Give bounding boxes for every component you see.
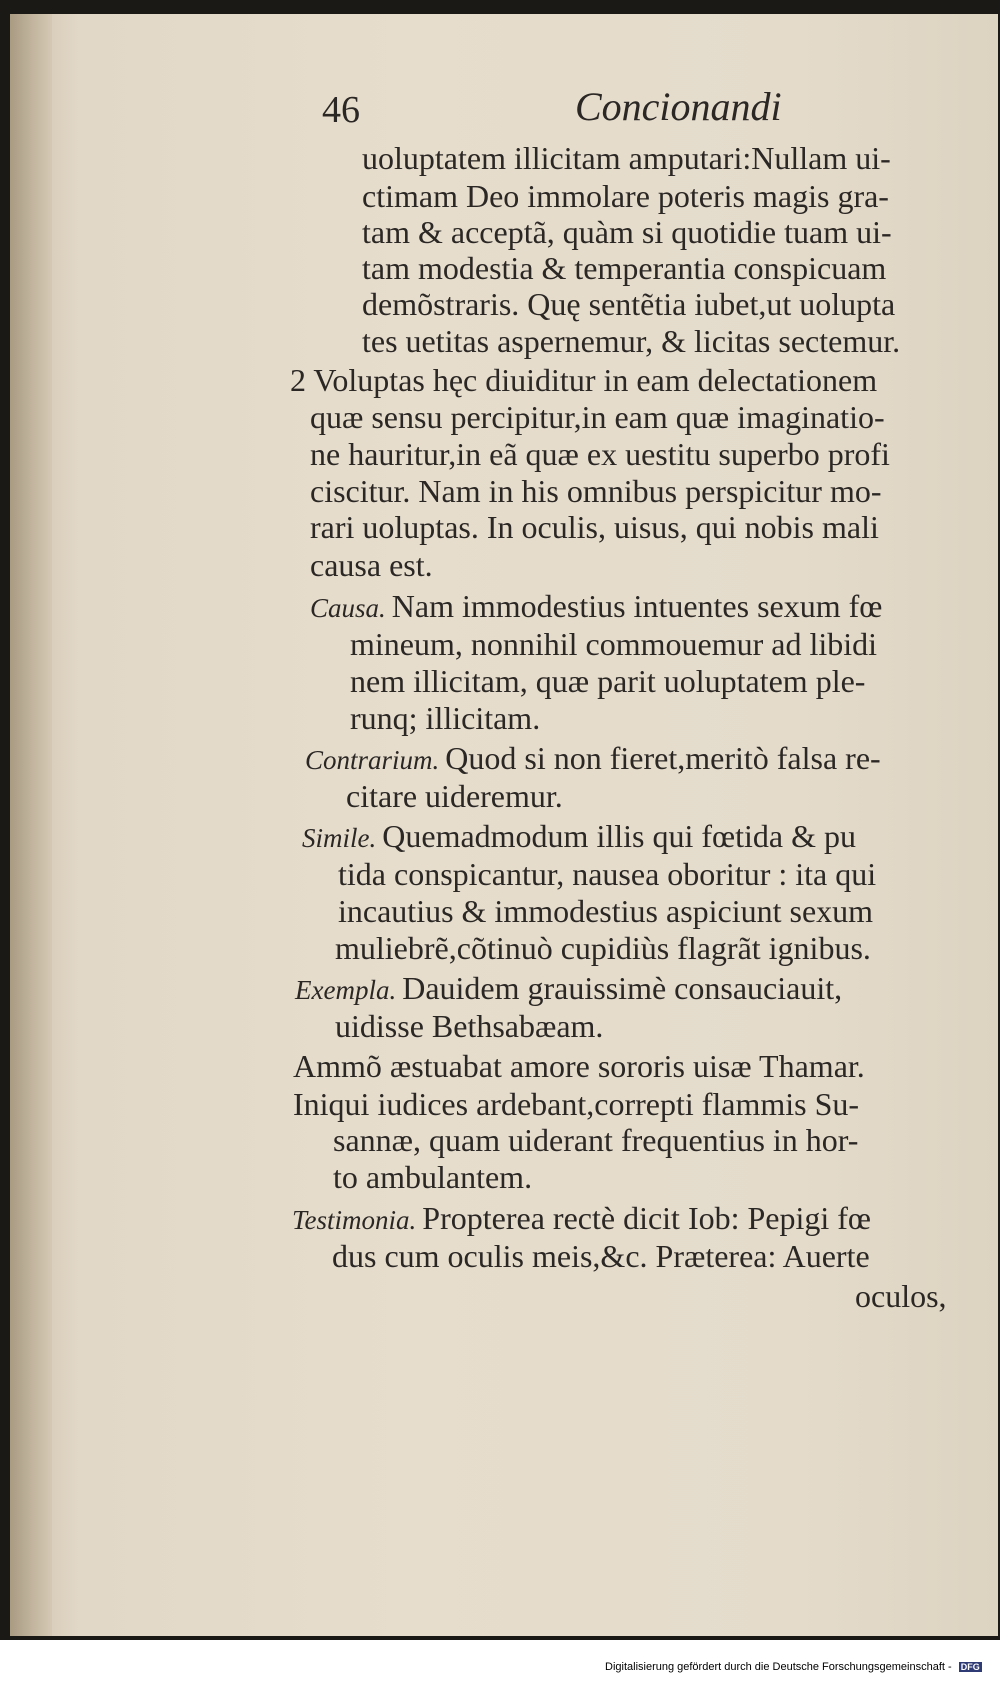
text-line [362,214,892,251]
text-line [310,547,433,584]
text-line [302,818,856,857]
text-line [333,1159,532,1196]
margin-label: Contrarium. [305,745,440,775]
text-line [293,1086,859,1123]
line-text: tes uetitas aspernemur, & licitas sectemur. [362,323,901,359]
text-line [362,286,895,323]
line-text: ctimam Deo immolare poteris magis gra- [362,178,889,214]
line-text: tida conspicantur, nausea oboritur : ita qui [338,856,877,892]
text-line [293,1048,865,1085]
line-text: tam modestia & temperantia conspicuam [362,250,887,286]
margin-label: Testimonia. [292,1205,417,1235]
line-text: Dauidem grauissimè consauciauit, [402,970,843,1006]
line-text: Quemadmodum illis qui fœtida & pu [382,818,856,854]
line-text: dus cum oculis meis,&c. Præterea: Auerte [332,1238,870,1274]
margin-label: Exempla. [295,975,397,1005]
line-text: Ammõ æstuabat amore sororis uisæ Thamar. [293,1048,865,1084]
footer-credit [605,1661,982,1673]
text-line [350,700,540,737]
line-text: uidisse Bethsabæam. [335,1008,604,1044]
line-text: incautius & immodestius aspiciunt sexum [338,893,874,929]
line-text: to ambulantem. [333,1159,533,1195]
line-text: Propterea rectè dicit Iob: Pepigi fœ [422,1200,872,1236]
line-text: Quod si non fieret,meritò falsa re- [445,740,881,776]
text-line [332,1238,870,1275]
text-line [338,856,876,893]
text-line [335,930,871,967]
text-line [295,970,842,1009]
text-line [310,399,885,436]
text-line [350,626,877,663]
line-text: Nam immodestius intuentes sexum fœ [391,588,883,624]
text-line [310,473,881,510]
footer-credit-text: Digitalisierung gefördert durch die Deutsche Forschungsgemeinschaft - [605,1661,952,1673]
text-line [362,250,886,287]
line-text: ciscitur. Nam in his omnibus perspicitur mo- [310,473,882,509]
line-text: demõstraris. Quę sentẽtia iubet,ut uolupta [362,286,896,322]
text-line [855,1278,947,1315]
text-line [350,663,865,700]
line-text: runq; illicitam. [350,700,541,736]
margin-label: Simile. [302,823,377,853]
line-text: nem illicitam, quæ parit uoluptatem ple- [350,663,866,699]
line-text: 2 Voluptas hęc diuiditur in eam delectationem [290,362,878,398]
line-text: mineum, nonnihil commouemur ad libidi [350,626,878,662]
line-text: muliebrẽ,cõtinuò cupidiùs flagrãt ignibus. [335,930,871,966]
line-text: ne hauritur,in eã quæ ex uestitu superbo profi [310,436,890,472]
line-text: rari uoluptas. In oculis, uisus, qui nobis mali [310,509,879,545]
text-line [292,1200,871,1239]
text-line [362,140,891,177]
text-line [338,893,873,930]
text-line [310,436,890,473]
line-text: Iniqui iudices ardebant,correpti flammis Su- [293,1086,860,1122]
page-gutter [10,14,52,1636]
text-line [335,1008,603,1045]
text-line [362,323,900,360]
line-text: uoluptatem illicitam amputari:Nullam ui- [362,140,891,176]
text-line [362,178,889,215]
line-text: citare uideremur. [346,778,563,814]
text-line [310,509,879,546]
dfg-logo: DFG [960,1662,980,1672]
running-title: Concionandi [575,84,782,129]
text-line [333,1122,858,1159]
line-text: causa est. [310,547,433,583]
line-text: tam & acceptã, quàm si quotidie tuam ui- [362,214,892,250]
line-text: oculos, [855,1278,947,1314]
text-line [346,778,563,815]
text-line [310,588,882,627]
line-text: sannæ, quam uiderant frequentius in hor- [333,1122,859,1158]
line-text: quæ sensu percipitur,in eam quæ imaginatio- [310,399,885,435]
text-line [305,740,881,779]
text-line [290,362,877,399]
page-number: 46 [322,89,360,131]
margin-label: Causa. [310,593,386,623]
